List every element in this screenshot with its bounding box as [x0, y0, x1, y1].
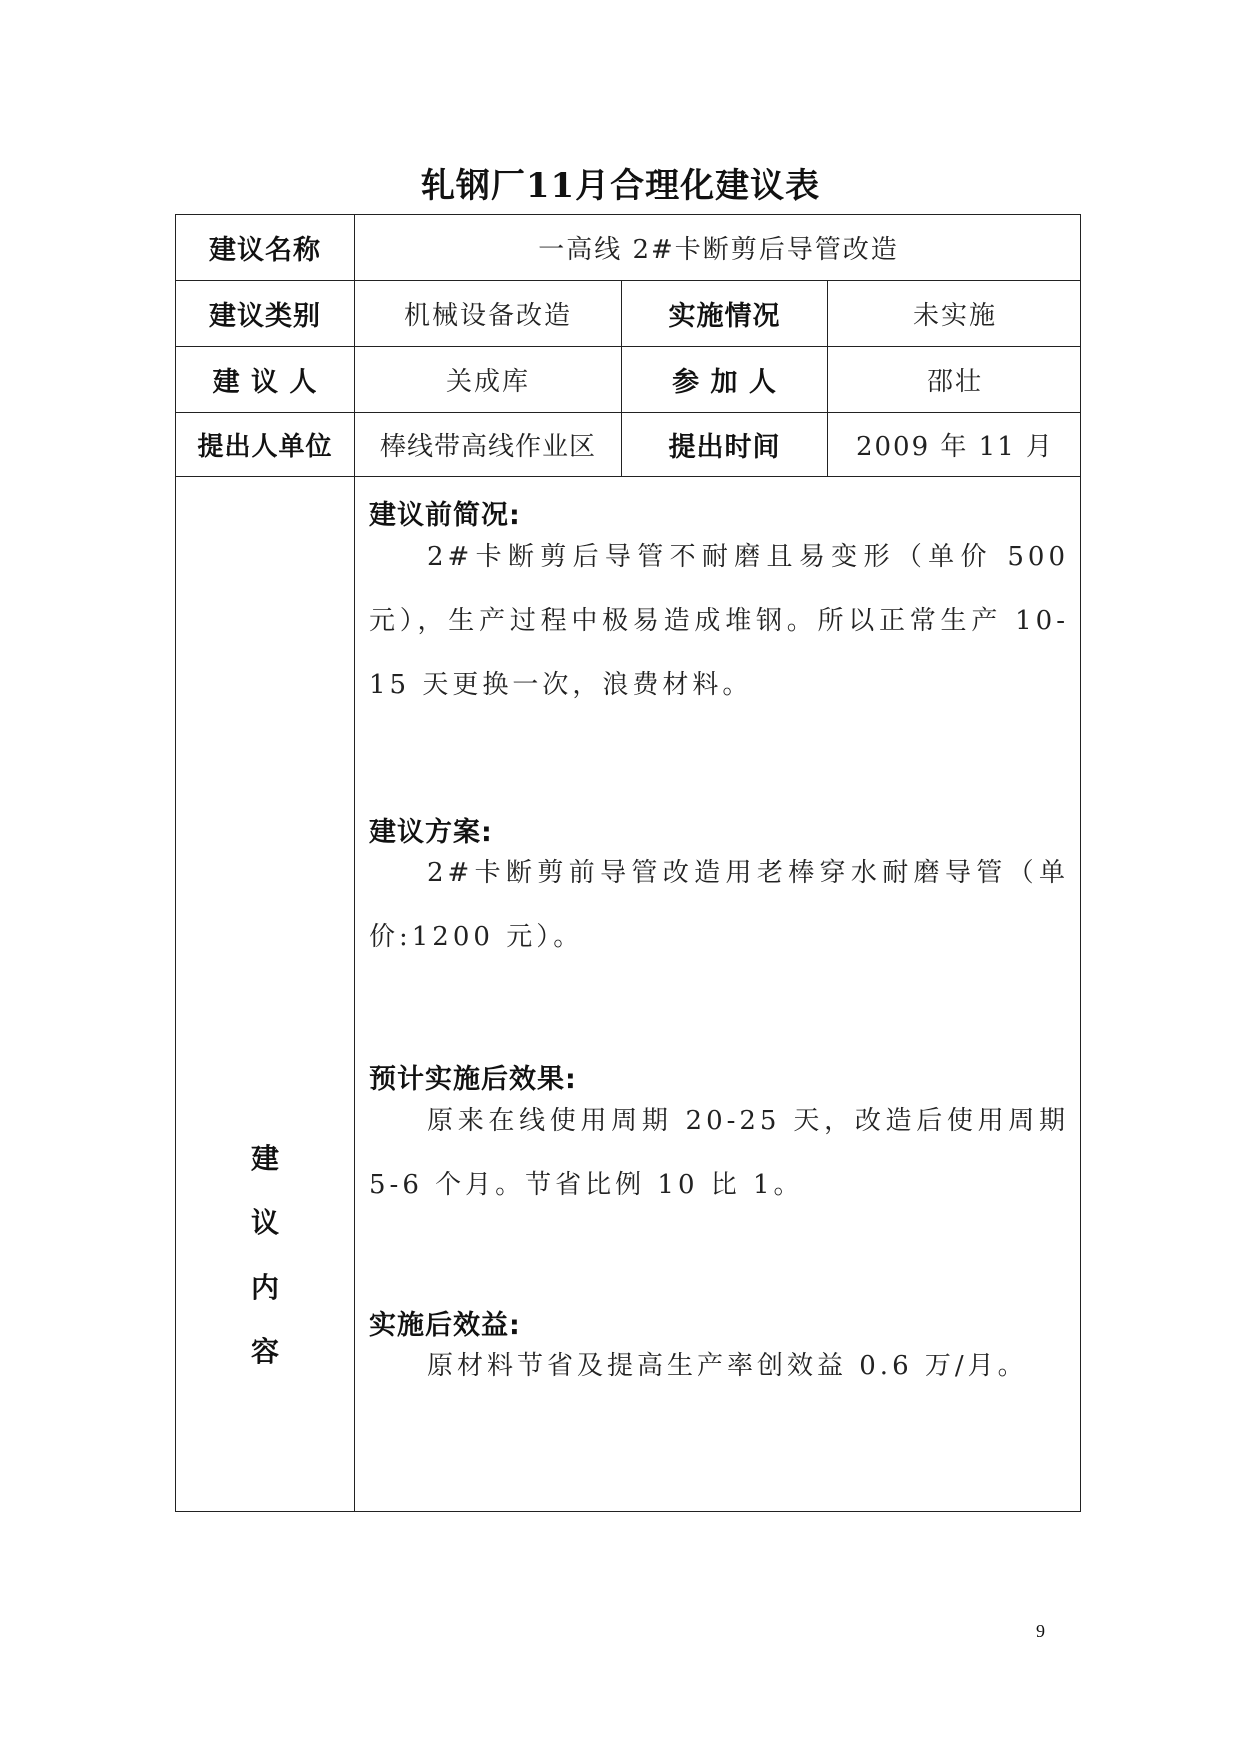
label-char: 容: [250, 1335, 279, 1368]
label-category: 建议类别: [209, 301, 321, 332]
label-implementation-status: 实施情况: [621, 281, 827, 346]
row-unit: [176, 413, 1080, 477]
label-char: 议: [250, 1206, 279, 1239]
section-text-expected-effect: 原来在线使用周期 20-25 天，改造后使用周期 5-6 个月。节省比例 10 比 1。: [369, 1106, 1069, 1200]
suggestion-content-body: [354, 477, 1081, 1511]
value-proposer-unit: 棒线带高线作业区: [354, 413, 621, 476]
section-text-benefit: 原材料节省及提高生产率创效益 0.6 万/月。: [427, 1351, 1028, 1381]
section-heading-before: 建议前简况:: [369, 500, 521, 531]
label-char: 内: [250, 1271, 279, 1304]
label-submit-time: 提出时间: [621, 413, 827, 476]
row-proposer: [176, 347, 1080, 413]
section-heading-plan: 建议方案:: [369, 817, 493, 848]
section-heading-expected-effect: 预计实施后效果:: [369, 1064, 577, 1095]
value-proposer: 关成库: [354, 347, 621, 412]
value-category: 机械设备改造: [354, 281, 621, 346]
value-suggestion-name: 一高线 2#卡断剪后导管改造: [354, 215, 1082, 280]
row-suggestion-content: [176, 477, 1080, 1511]
row-suggestion-name: [176, 215, 1080, 281]
suggestion-form-table: [175, 214, 1081, 1512]
label-suggestion-name: 建议名称: [209, 235, 321, 266]
label-char: 建: [250, 1142, 279, 1175]
value-implementation-status: 未实施: [827, 281, 1082, 346]
section-heading-benefit: 实施后效益:: [369, 1310, 521, 1341]
label-suggestion-content: [176, 477, 354, 1511]
value-participants: 邵壮: [827, 347, 1082, 412]
page-number: 9: [1036, 1621, 1045, 1641]
label-participants: 参 加 人: [621, 347, 827, 412]
label-proposer-unit: 提出人单位: [197, 432, 333, 462]
section-text-before: 2#卡断剪后导管不耐磨且易变形（单价 500 元），生产过程中极易造成堆钢。所以正常生产 10-15 天更换一次，浪费材料。: [369, 542, 1069, 700]
row-category: [176, 281, 1080, 347]
label-proposer: 建 议 人: [212, 367, 318, 398]
section-text-plan: 2#卡断剪前导管改造用老棒穿水耐磨导管（单价:1200 元）。: [369, 858, 1069, 952]
value-submit-time: 2009 年 11 月: [827, 413, 1082, 476]
document-title: 轧钢厂11月合理化建议表: [420, 166, 821, 206]
